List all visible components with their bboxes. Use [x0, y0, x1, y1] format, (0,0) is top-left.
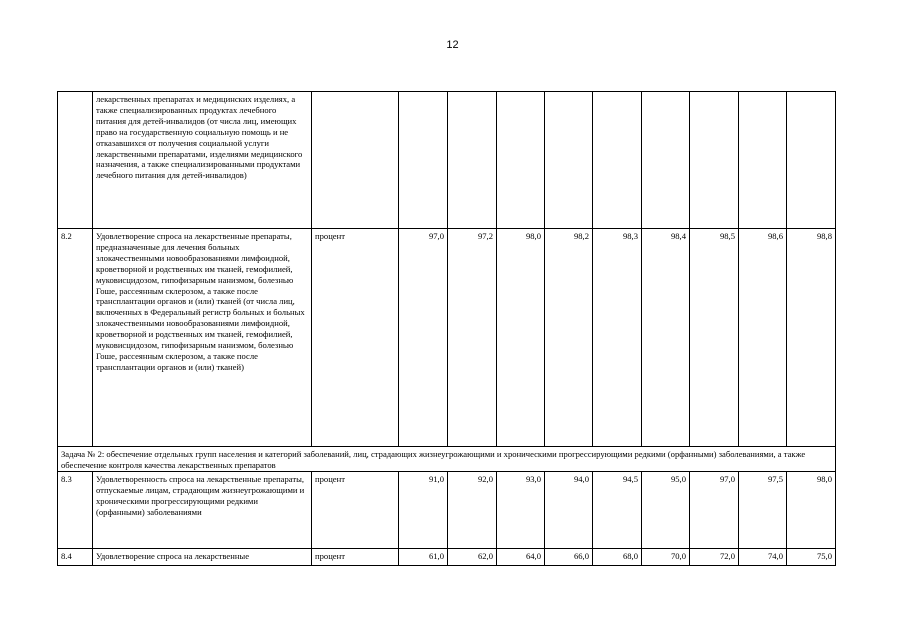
row-value: 61,0: [399, 548, 448, 565]
row-value: 98,4: [642, 229, 690, 447]
row-value: 93,0: [497, 471, 545, 548]
row-index: [58, 92, 93, 229]
row-value: 94,0: [545, 471, 593, 548]
row-index: 8.3: [58, 471, 93, 548]
row-unit: процент: [312, 548, 399, 565]
row-value: 97,0: [399, 229, 448, 447]
row-value: 91,0: [399, 471, 448, 548]
task-heading: Задача № 2: обеспечение отдельных групп населения и категорий заболеваний, лиц, страдающих жизнеугрожающими и хроническими прогрессирующими редкими (орфанными) заболеваниями, а также обеспечение контроля качества лекарственных препаратов: [58, 447, 836, 472]
row-value: 62,0: [448, 548, 497, 565]
row-value: 98,0: [787, 471, 836, 548]
row-value: [448, 92, 497, 229]
row-description: Удовлетворение спроса на лекарственные: [93, 548, 312, 565]
row-value: [739, 92, 787, 229]
row-value: 98,5: [690, 229, 739, 447]
table-row: [58, 92, 836, 229]
row-value: 95,0: [642, 471, 690, 548]
row-value: 97,2: [448, 229, 497, 447]
row-value: 72,0: [690, 548, 739, 565]
row-value: 98,8: [787, 229, 836, 447]
table-row: [58, 548, 836, 565]
page-number: 12: [446, 39, 459, 51]
row-value: 75,0: [787, 548, 836, 565]
row-value: 68,0: [593, 548, 642, 565]
table-row: [58, 471, 836, 548]
table-row-task: [58, 447, 836, 472]
row-value: [690, 92, 739, 229]
row-value: 92,0: [448, 471, 497, 548]
row-value: 94,5: [593, 471, 642, 548]
row-value: 74,0: [739, 548, 787, 565]
row-description: лекарственных препаратах и медицинских изделиях, а также специализированных продуктах лечебного питания для детей-инвалидов (от числа лиц, имеющих право на государственную социальную помощь и не отказавшихся от получения социальной услуги лекарственными препаратами, изделиями медицинского назначения, а также специализированными продуктами лечебного питания для детей-инвалидов): [93, 92, 312, 229]
row-index: 8.4: [58, 548, 93, 565]
row-unit: процент: [312, 471, 399, 548]
row-value: [787, 92, 836, 229]
row-value: [593, 92, 642, 229]
row-value: 98,6: [739, 229, 787, 447]
row-description: Удовлетворенность спроса на лекарственные препараты, отпускаемые лицам, страдающим жизнеугрожающими и хроническими прогрессирующими редкими (орфанными) заболеваниями: [93, 471, 312, 548]
row-value: 98,2: [545, 229, 593, 447]
table-row: [58, 229, 836, 447]
indicators-table: [57, 91, 836, 566]
row-value: [545, 92, 593, 229]
row-value: 70,0: [642, 548, 690, 565]
row-value: 97,0: [690, 471, 739, 548]
row-value: 97,5: [739, 471, 787, 548]
row-value: 64,0: [497, 548, 545, 565]
row-description: Удовлетворение спроса на лекарственные препараты, предназначенные для лечения больных злокачественными новообразованиями лимфоидной, кроветворной и родственных им тканей, гемофилией, муковисцидозом, гипофизарным нанизмом, болезнью Гоше, рассеянным склерозом, а также после трансплантации органов и (или) тканей (от числа лиц, включенных в Федеральный регистр больных и больных злокачественными новообразованиями лимфоидной, кроветворной и родственных им тканей, гемофилией, муковисцидозом, гипофизарным нанизмом, болезнью Гоше, рассеянным склерозом, а также после трансплантации органов и (или) тканей): [93, 229, 312, 447]
row-value: 66,0: [545, 548, 593, 565]
row-value: [497, 92, 545, 229]
row-value: [399, 92, 448, 229]
row-index: 8.2: [58, 229, 93, 447]
row-value: 98,3: [593, 229, 642, 447]
row-value: 98,0: [497, 229, 545, 447]
row-value: [642, 92, 690, 229]
row-unit: процент: [312, 229, 399, 447]
row-unit: [312, 92, 399, 229]
